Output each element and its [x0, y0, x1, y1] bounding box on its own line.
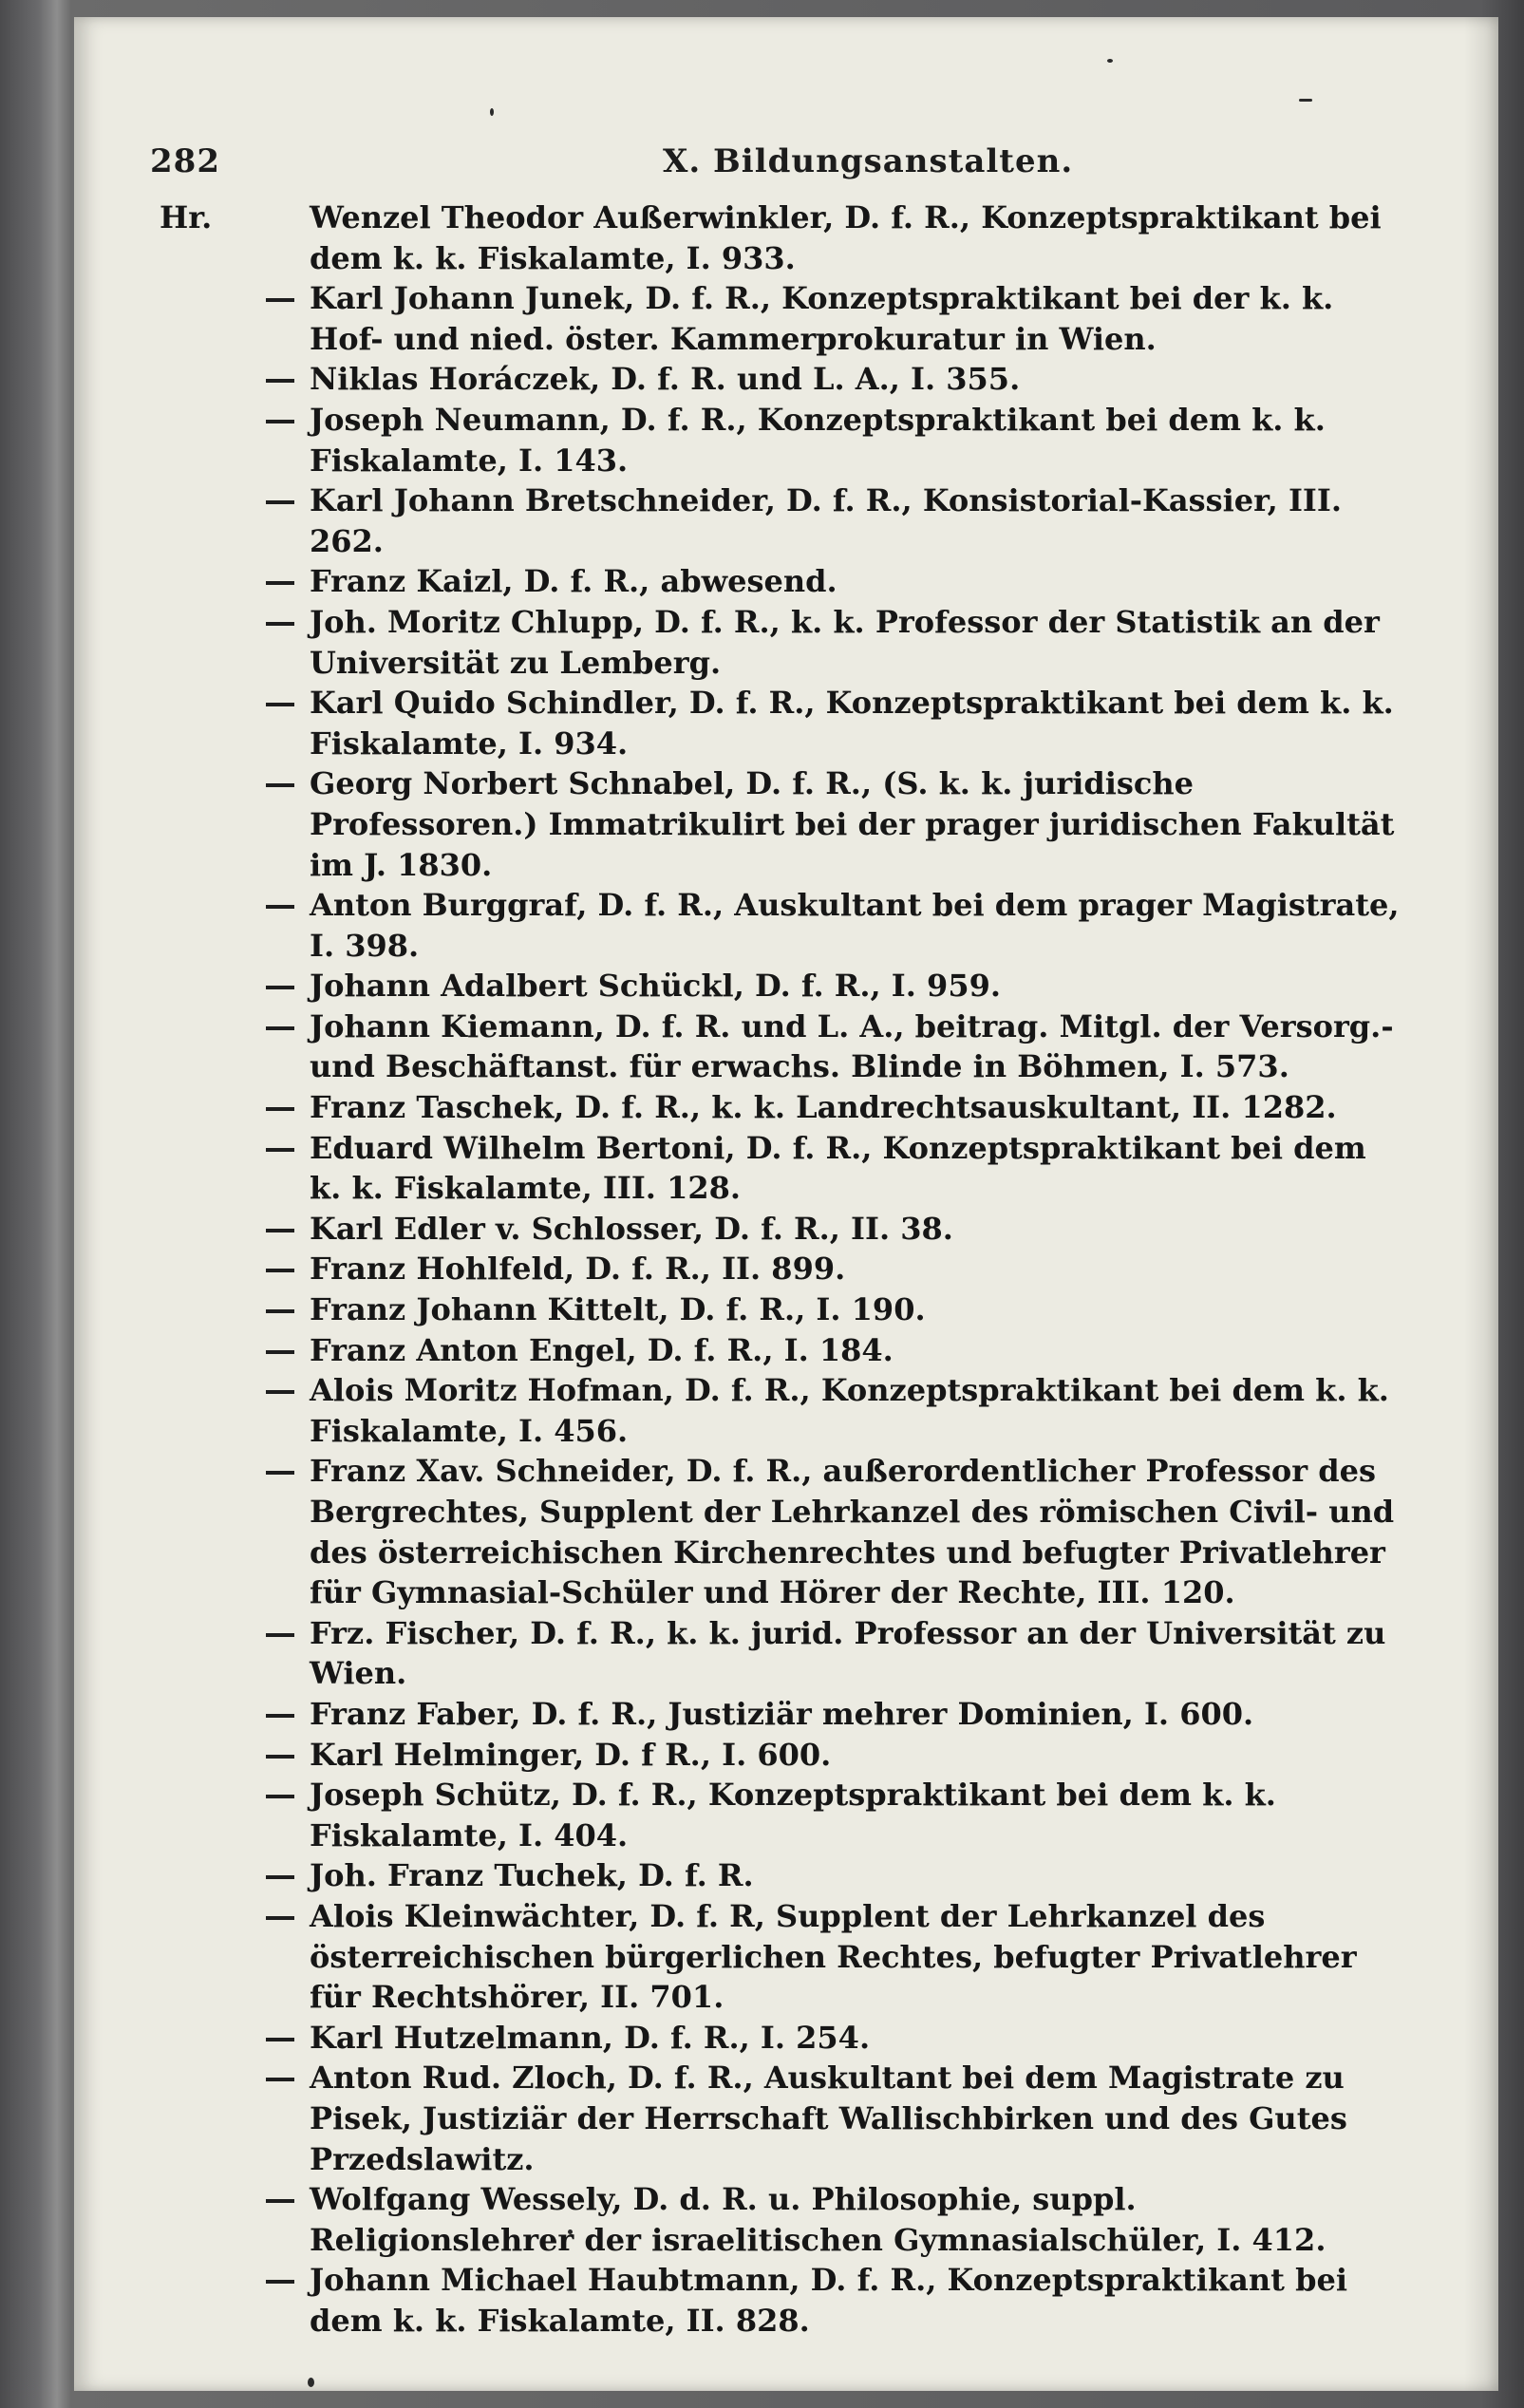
- entry-text: Franz Johann Kittelt, D. f. R., I. 190.: [310, 1291, 926, 1328]
- list-item: [150, 2260, 1403, 2341]
- entry-text: Karl Johann Junek, D. f. R., Konzeptspraktikant bei der k. k. Hof- und nied. öster. Kammerprokuratur in Wien.: [310, 280, 1334, 357]
- dash-marker: [266, 1269, 294, 1272]
- entry-text: Frz. Fischer, D. f. R., k. k. jurid. Professor an der Universität zu Wien.: [310, 1614, 1386, 1692]
- entry-text: Franz Kaizl, D. f. R., abwesend.: [310, 563, 837, 600]
- dash-marker: [266, 1350, 294, 1354]
- dash-marker: [266, 1714, 294, 1718]
- entry-text: Joh. Franz Tuchek, D. f. R.: [310, 1857, 754, 1894]
- entry-text: Alois Kleinwächter, D. f. R, Supplent der Lehrkanzel des österreichischen bürgerlichen Rechtes, befugter Privatlehrer für Rechtshörer, II. 701.: [310, 1897, 1357, 2016]
- entry-list: [150, 198, 1403, 2341]
- dash-marker: [266, 1795, 294, 1798]
- list-item: [150, 1006, 1403, 1087]
- list-item: [150, 1370, 1403, 1451]
- dash-marker: [266, 500, 294, 504]
- ink-speck: [490, 108, 494, 116]
- entry-text: Joh. Moritz Chlupp, D. f. R., k. k. Professor der Statistik an der Universität zu Lemberg.: [310, 603, 1380, 681]
- dash-marker: [266, 1916, 294, 1920]
- list-item: [150, 1330, 1403, 1371]
- dash-marker: [266, 1107, 294, 1111]
- entry-text: Anton Burggraf, D. f. R., Auskultant bei dem prager Magistrate, I. 398.: [310, 887, 1400, 964]
- page-spine-shadow: [1464, 17, 1498, 2391]
- list-item: [150, 278, 1403, 359]
- dash-marker: [266, 1148, 294, 1152]
- entry-text: Karl Edler v. Schlosser, D. f. R., II. 38.: [310, 1210, 953, 1247]
- dash-marker: [266, 379, 294, 383]
- list-item: [150, 2179, 1403, 2260]
- list-item: [150, 1451, 1403, 1612]
- list-item: [150, 1855, 1403, 1896]
- entry-text: Alois Moritz Hofman, D. f. R., Konzeptspraktikant bei dem k. k. Fiskalamte, I. 456.: [310, 1372, 1389, 1449]
- entry-text: Franz Taschek, D. f. R., k. k. Landrechtsauskultant, II. 1282.: [310, 1089, 1337, 1126]
- list-item: [150, 763, 1403, 885]
- list-item: [150, 2018, 1403, 2059]
- entry-text: Wolfgang Wessely, D. d. R. u. Philosophie, suppl. Religionslehrer der israelitischen Gymnasialschüler, I. 412.: [310, 2181, 1326, 2258]
- list-item: [150, 1249, 1403, 1289]
- entry-text: Franz Anton Engel, D. f. R., I. 184.: [310, 1331, 894, 1368]
- entry-text: Eduard Wilhelm Bertoni, D. f. R., Konzeptspraktikant bei dem k. k. Fiskalamte, III. 128.: [310, 1129, 1366, 1207]
- list-item: [150, 1735, 1403, 1776]
- dash-marker: [266, 1390, 294, 1394]
- dash-marker: [266, 1229, 294, 1232]
- dash-marker: [266, 1875, 294, 1879]
- dash-marker: [266, 622, 294, 626]
- entry-text: Franz Xav. Schneider, D. f. R., außerordentlicher Professor des Bergrechtes, Supplent der Lehrkanzel des römischen Civil- und des österreichischen Kirchenrechtes und befugter Privatlehrer für Gymnasial-Schüler und Hörer der Rechte, III. 120.: [310, 1453, 1395, 1611]
- dash-marker: [266, 1633, 294, 1637]
- entry-text: Franz Hohlfeld, D. f. R., II. 899.: [310, 1251, 846, 1288]
- dash-marker: [266, 1755, 294, 1759]
- list-item: [150, 966, 1403, 1006]
- dash-marker: [266, 783, 294, 787]
- entry-text: Karl Helminger, D. f R., I. 600.: [310, 1736, 832, 1773]
- dash-marker: [266, 986, 294, 989]
- list-item: [150, 602, 1403, 683]
- dash-marker: [266, 2038, 294, 2041]
- dash-marker: [266, 1026, 294, 1030]
- entry-text: Georg Norbert Schnabel, D. f. R., (S. k. k. juridische Professoren.) Immatrikulirt bei der prager juridischen Fakultät im J. 1830.: [310, 765, 1395, 883]
- dash-marker: [266, 2199, 294, 2203]
- dash-marker: [266, 1309, 294, 1313]
- dash-marker: [266, 905, 294, 909]
- dash-marker: [266, 2280, 294, 2284]
- entry-text: Karl Johann Bretschneider, D. f. R., Konsistorial-Kassier, III. 262.: [310, 482, 1342, 559]
- entry-text: Johann Kiemann, D. f. R. und L. A., beitrag. Mitgl. der Versorg.- und Beschäftanst. für erwachs. Blinde in Böhmen, I. 573.: [310, 1007, 1394, 1085]
- entry-text: Anton Rud. Zloch, D. f. R., Auskultant bei dem Magistrate zu Pisek, Justiziär der Herrschaft Wallischbirken und des Gutes Przedslawitz.: [310, 2060, 1347, 2177]
- list-item: [150, 400, 1403, 480]
- entry-text: Wenzel Theodor Außerwinkler, D. f. R., Konzeptspraktikant bei dem k. k. Fiskalamte, I. 933.: [310, 199, 1382, 276]
- entry-text: Karl Hutzelmann, D. f. R., I. 254.: [310, 2019, 871, 2056]
- list-item: [150, 1775, 1403, 1855]
- entry-text: Franz Faber, D. f. R., Justiziär mehrer Dominien, I. 600.: [310, 1695, 1254, 1732]
- page-number: 282: [150, 142, 220, 180]
- list-item: [150, 1896, 1403, 2018]
- dash-marker: [266, 298, 294, 302]
- ink-speck: [308, 2378, 314, 2387]
- list-item: [150, 359, 1403, 400]
- running-title: X. Bildungsanstalten.: [663, 142, 1074, 180]
- entry-text: Niklas Horáczek, D. f. R. und L. A., I. 355.: [310, 361, 1021, 398]
- title-prefix: Hr.: [160, 199, 213, 235]
- dash-marker: [266, 581, 294, 585]
- entry-text: Joseph Neumann, D. f. R., Konzeptspraktikant bei dem k. k. Fiskalamte, I. 143.: [310, 401, 1326, 479]
- list-item: [150, 1289, 1403, 1330]
- list-item: [150, 1209, 1403, 1250]
- list-item: [150, 480, 1403, 561]
- list-item: [150, 885, 1403, 966]
- page-header: [150, 142, 1394, 184]
- ink-speck: [1299, 99, 1312, 102]
- entry-text: Joseph Schütz, D. f. R., Konzeptspraktikant bei dem k. k. Fiskalamte, I. 404.: [310, 1777, 1276, 1853]
- dash-marker: [266, 1471, 294, 1475]
- list-item: [150, 1613, 1403, 1694]
- entry-text: Karl Quido Schindler, D. f. R., Konzeptspraktikant bei dem k. k. Fiskalamte, I. 934.: [310, 685, 1394, 762]
- list-item: [150, 1694, 1403, 1735]
- list-item: [150, 1087, 1403, 1128]
- list-item: [150, 1128, 1403, 1209]
- dash-marker: [266, 2078, 294, 2081]
- dash-marker: [266, 420, 294, 423]
- list-item: [150, 198, 1403, 278]
- list-item: [150, 2058, 1403, 2179]
- list-item: [150, 683, 1403, 763]
- entry-text: Johann Adalbert Schückl, D. f. R., I. 959.: [310, 968, 1001, 1005]
- ink-speck: [1107, 59, 1113, 63]
- entry-text: Johann Michael Haubtmann, D. f. R., Konzeptspraktikant bei dem k. k. Fiskalamte, II. 828.: [310, 2262, 1347, 2339]
- list-item: [150, 561, 1403, 602]
- dash-marker: [266, 703, 294, 706]
